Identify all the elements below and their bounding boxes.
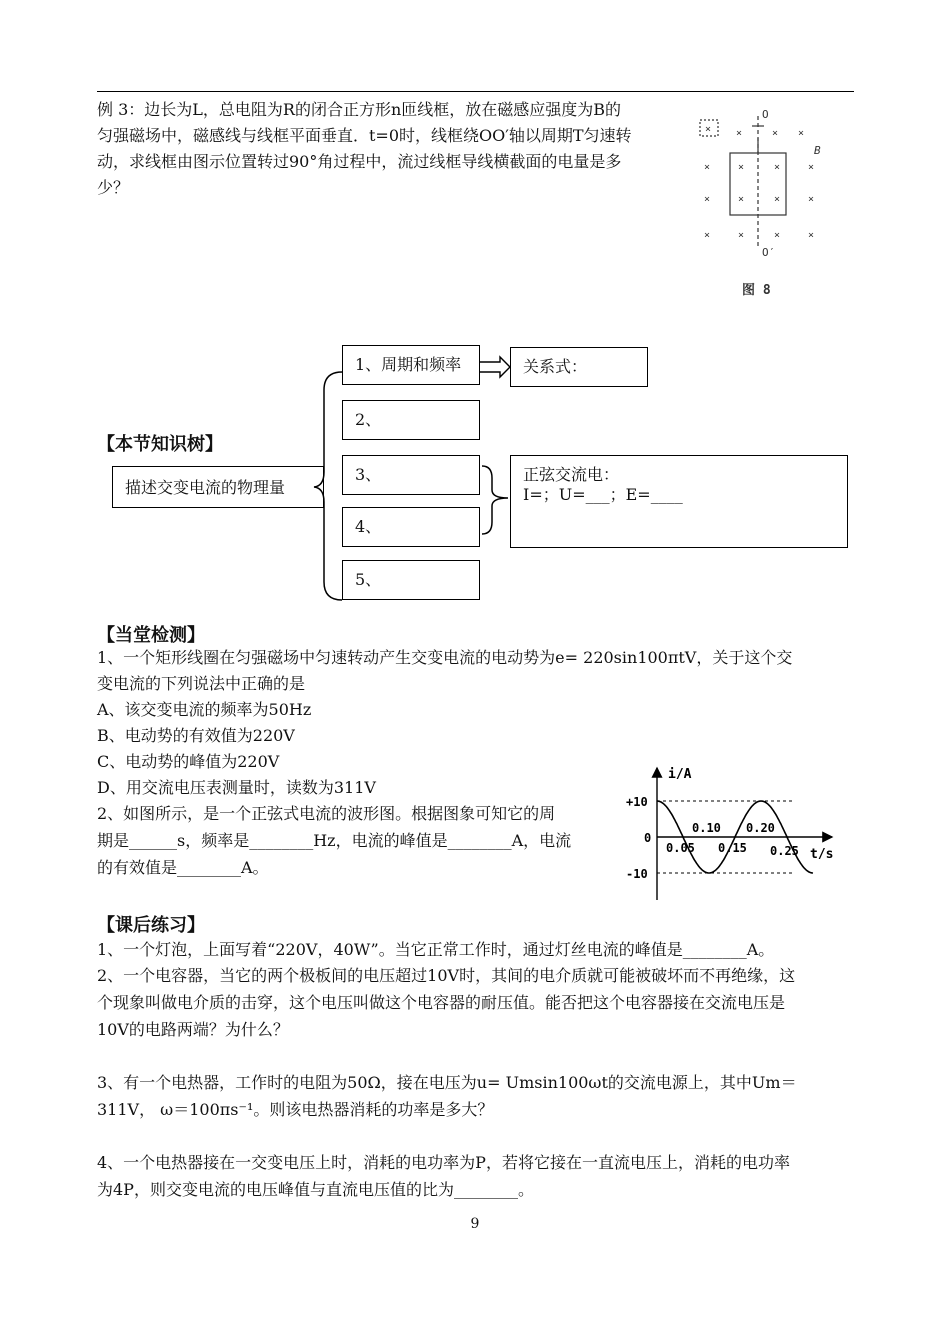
example3-line-3: 动，求线框由图示位置转过90°角过程中，流过线框导线横截面的电量是多: [97, 152, 622, 171]
svg-text:×: ×: [774, 230, 781, 241]
check-option-a: A、该交变电流的频率为50Hz: [97, 700, 312, 719]
tree-item-3-label: 3、: [355, 465, 382, 484]
tree-item-5-label: 5、: [355, 570, 382, 589]
check-option-d: D、用交流电压表测量时，读数为311V: [97, 778, 376, 797]
svg-text:×: ×: [736, 128, 743, 139]
page-number: 9: [470, 1216, 480, 1232]
x-tick-0-15: 0.15: [718, 841, 747, 855]
y-tick-trough: -10: [626, 867, 648, 881]
homework-q2-line-3: 10V的电路两端？为什么？: [97, 1020, 289, 1039]
check-option-c: C、电动势的峰值为220V: [97, 752, 280, 771]
tree-item-3: [342, 455, 480, 495]
check-q1-line-2: 变电流的下列说法中正确的是: [97, 674, 306, 693]
y-tick-peak: +10: [626, 795, 648, 809]
tree-item-2: [342, 400, 480, 440]
tree-item-2-label: 2、: [355, 410, 382, 429]
check-heading: 【当堂检测】: [97, 625, 205, 646]
homework-q4-line-2: 为4P，则交变电流的电压峰值与直流电压值的比为________。: [97, 1180, 534, 1199]
homework-heading: 【课后练习】: [97, 915, 205, 936]
magnetic-field-figure: [690, 108, 840, 303]
svg-text:×: ×: [772, 128, 779, 139]
homework-q2-line-1: 2、一个电容器，当它的两个极板间的电压超过10V时，其间的电介质就可能被破坏而不再绝缘，这: [97, 966, 796, 985]
x-tick-0-25: 0.25: [770, 844, 799, 858]
tree-right-brace: [478, 462, 514, 542]
tree-item-1: [342, 345, 480, 385]
check-q2-line-3: 的有效值是________A。: [97, 858, 269, 877]
header-rule: [97, 91, 854, 92]
svg-text:×: ×: [808, 230, 815, 241]
homework-q4-line-1: 4、一个电热器接在一交变电压上时，消耗的电功率为P，若将它接在一直流电压上，消耗的电功率: [97, 1153, 790, 1172]
svg-text:×: ×: [738, 194, 745, 205]
figure-caption: 图 8: [742, 283, 771, 298]
double-arrow-icon: [478, 355, 512, 379]
tree-heading: 【本节知识树】: [97, 434, 223, 455]
sine-formula: I=；U=___；E=____: [523, 485, 683, 504]
svg-text:×: ×: [704, 162, 711, 173]
sine-wave-graph: [620, 760, 850, 905]
x-tick-0-10: 0.10: [692, 821, 721, 835]
homework-q2-line-2: 个现象叫做电介质的击穿，这个电压叫做这个电容器的耐压值。能否把这个电容器接在交流电压是: [97, 993, 786, 1012]
tree-root-box: [112, 466, 324, 508]
field-label: B: [814, 144, 821, 157]
svg-text:×: ×: [704, 194, 711, 205]
check-option-b: B、电动势的有效值为220V: [97, 726, 295, 745]
example3-line-4: 少？: [97, 178, 130, 197]
check-q1-line-1: 1、一个矩形线圈在匀强磁场中匀速转动产生交变电流的电动势为e= 220sin100πtV，关于这个交: [97, 648, 793, 667]
tree-item-4: [342, 507, 480, 547]
example3-line-2: 匀强磁场中，磁感线与线框平面垂直．t=0时，线框绕OO′轴以周期T匀速转: [97, 126, 632, 145]
check-q2-line-2: 期是______s，频率是________Hz，电流的峰值是________A，电流: [97, 831, 572, 850]
svg-text:×: ×: [774, 162, 781, 173]
svg-text:×: ×: [798, 128, 805, 139]
svg-text:×: ×: [704, 230, 711, 241]
example3-line-1: 例 3：边长为L，总电阻为R的闭合正方形n匝线框，放在磁感应强度为B的: [97, 100, 622, 119]
x-tick-0-05: 0.05: [666, 841, 695, 855]
axis-bottom-label: O′: [762, 246, 776, 259]
relation-box: [510, 347, 648, 387]
svg-text:×: ×: [808, 162, 815, 173]
x-axis-label: t/s: [810, 847, 834, 862]
svg-text:×: ×: [738, 230, 745, 241]
homework-q3-line-1: 3、有一个电热器，工作时的电阻为50Ω，接在电压为u= Umsin100ωt的交流电源上，其中Um＝: [97, 1073, 797, 1092]
origin-label: 0: [644, 831, 652, 845]
tree-item-4-label: 4、: [355, 517, 382, 536]
svg-text:×: ×: [705, 124, 712, 135]
axis-top-label: O: [762, 108, 769, 121]
svg-text:×: ×: [738, 162, 745, 173]
sine-title: 正弦交流电：: [523, 465, 620, 484]
tree-root-label: 描述交变电流的物理量: [125, 478, 286, 497]
svg-text:×: ×: [808, 194, 815, 205]
homework-q3-line-2: 311V， ω＝100πs⁻¹。则该电热器消耗的功率是多大？: [97, 1100, 494, 1119]
y-axis-label: i/A: [668, 767, 692, 782]
tree-item-1-label: 1、周期和频率: [355, 355, 462, 374]
homework-q1: 1、一个灯泡，上面写着“220V，40W”。当它正常工作时，通过灯丝电流的峰值是________A。: [97, 940, 775, 959]
x-tick-0-20: 0.20: [746, 821, 775, 835]
sine-box: [510, 455, 848, 548]
tree-item-5: [342, 560, 480, 600]
relation-label: 关系式：: [523, 357, 588, 376]
svg-text:×: ×: [774, 194, 781, 205]
check-q2-line-1: 2、如图所示，是一个正弦式电流的波形图。根据图象可知它的周: [97, 804, 556, 823]
